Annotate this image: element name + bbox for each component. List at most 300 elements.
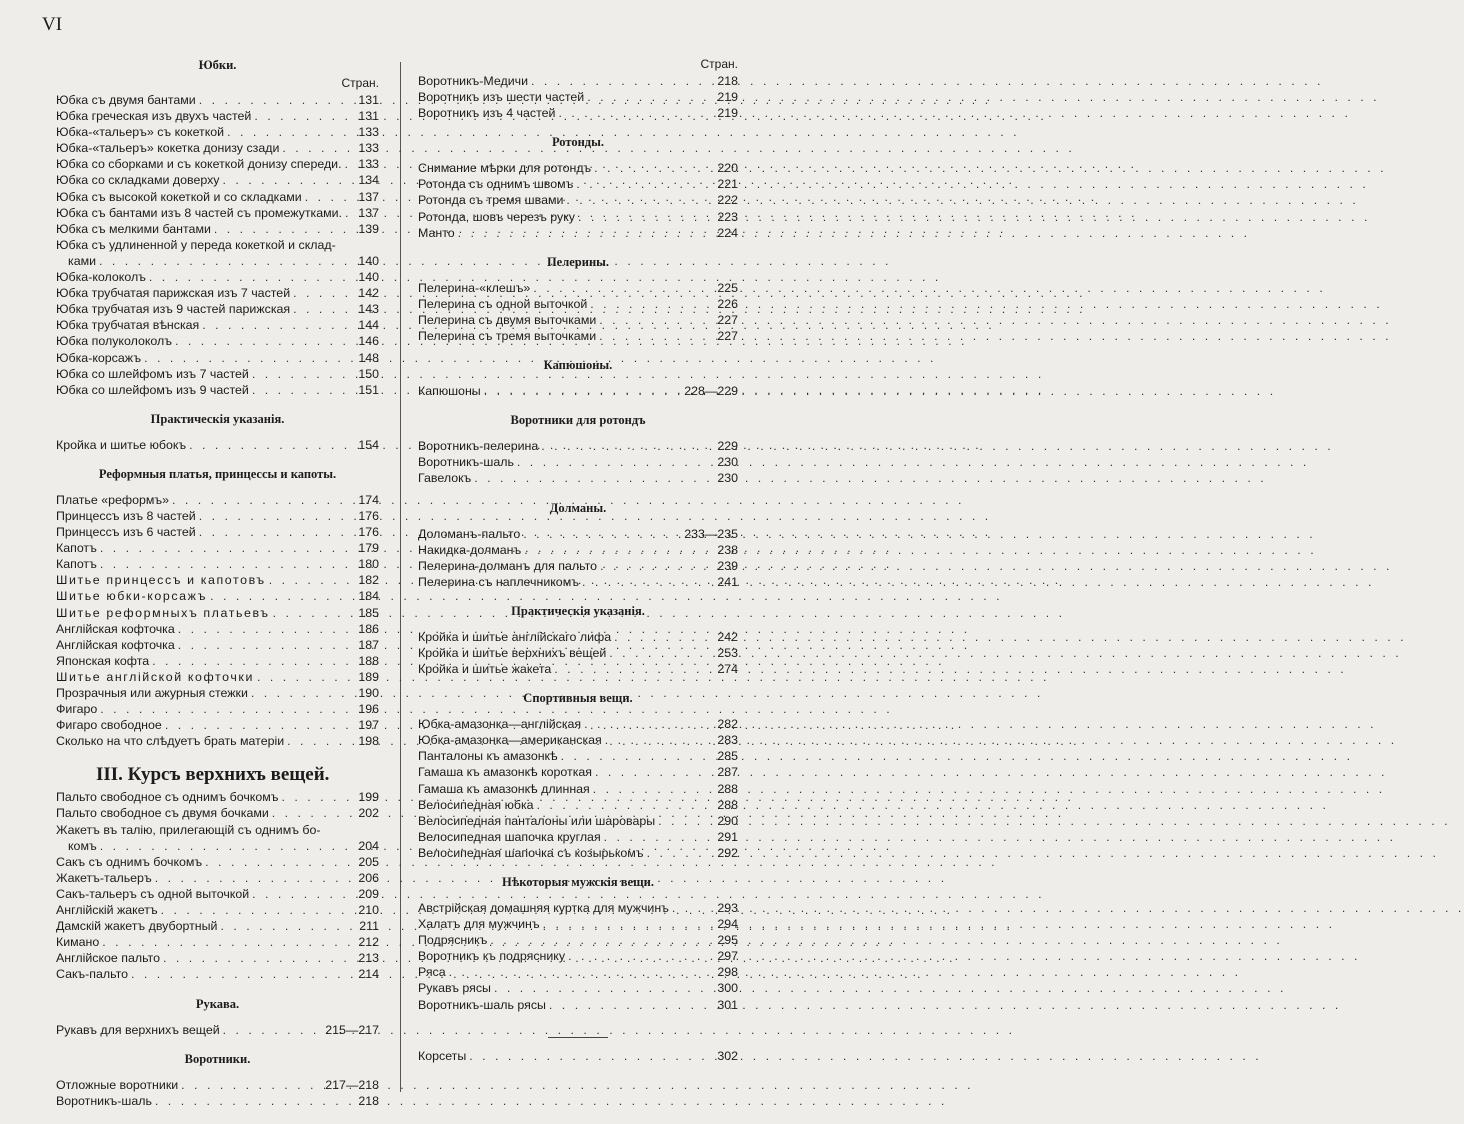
dot-leader (595, 764, 714, 780)
dot-leader (102, 934, 355, 950)
dot-leader (272, 805, 356, 821)
toc-entry (56, 588, 379, 604)
entry-title: Юбка со шлейфомъ изъ 7 частей (56, 366, 249, 381)
entry-page: 131 (358, 109, 379, 124)
entry-page: 204 (358, 838, 379, 853)
heading-gap (56, 484, 379, 492)
toc-entry (418, 932, 738, 948)
toc-entry (418, 558, 738, 574)
entry-page: 134 (358, 173, 379, 188)
dot-leader (165, 717, 356, 733)
entry-title: Кройка и шитье жакета (418, 662, 552, 677)
entry-title: Юбка съ бантами изъ 8 частей съ промежутками. (56, 205, 342, 220)
entry-page: 212 (358, 935, 379, 950)
dot-leader (175, 333, 355, 349)
entry-page: 290 (717, 813, 738, 828)
toc-entry (418, 829, 738, 845)
heading-gap (56, 1069, 379, 1077)
entry-page: 143 (358, 302, 379, 317)
toc-entry (418, 645, 738, 661)
entry-title: Англійскій жакетъ (56, 903, 158, 918)
entry-title: Юбка-корсажъ (56, 350, 142, 365)
entry-title: Прозрачныя или ажурныя стежки (56, 686, 248, 700)
toc-entry (418, 997, 738, 1013)
entry-page: 206 (358, 870, 379, 885)
toc-entry (56, 221, 379, 237)
entry-page: 133 (358, 157, 379, 172)
entry-title: Шитье юбки-корсажъ (56, 589, 208, 604)
toc-entry (56, 301, 379, 317)
toc-entry (56, 950, 379, 966)
entry-title: Юбка съ удлиненной у переда кокеткой и склад- (56, 237, 336, 252)
entry-title: Англійское пальто (56, 951, 160, 966)
heading-gap (418, 621, 738, 629)
entry-page: 288 (717, 797, 738, 812)
toc-entry (418, 526, 738, 542)
dot-leader (287, 733, 355, 749)
entry-page: 230 (717, 455, 738, 470)
dot-leader (590, 296, 714, 312)
dot-leader (672, 900, 714, 916)
dot-leader (252, 382, 355, 398)
toc-entry (418, 89, 738, 105)
toc-entry (56, 1022, 379, 1038)
dot-leader (614, 629, 714, 645)
entry-page: 150 (358, 366, 379, 381)
dot-leader (189, 437, 355, 453)
entry-title: Юбка трубчатая вѣнская (56, 318, 200, 333)
entry-title: Доломанъ-пальто (418, 526, 521, 541)
toc-entry (418, 716, 738, 732)
entry-page: 211 (359, 919, 379, 934)
toc-entry (418, 1048, 738, 1064)
toc-entry (418, 797, 738, 813)
entry-page: 227 (717, 329, 738, 344)
entry-title: Шитье принцессъ и капотовъ (56, 573, 266, 588)
toc-entry (56, 934, 379, 950)
dot-leader (100, 556, 355, 572)
entry-title: Юбка со шлейфомъ изъ 9 частей (56, 382, 249, 397)
dot-leader (269, 572, 356, 588)
entry-title: Принцессъ изъ 6 частей (56, 525, 196, 540)
section-gap (418, 590, 738, 602)
entry-title: Фигаро свободное (56, 718, 162, 733)
section-gap (56, 1038, 379, 1050)
entry-title: Юбка-«тальеръ» съ кокеткой (56, 125, 225, 140)
toc-entry (418, 454, 738, 470)
toc-entry (56, 918, 379, 934)
entry-title: Ряса (418, 965, 446, 980)
dot-leader (458, 225, 715, 241)
toc-entry (56, 822, 379, 838)
dot-leader (149, 269, 355, 285)
entry-page: 302 (717, 1048, 738, 1063)
toc-entry (418, 176, 738, 192)
toc-entry (56, 886, 379, 902)
section-gap (56, 749, 379, 761)
entry-page: 186 (358, 621, 379, 636)
entry-title: Пелерина съ двумя выточками (418, 312, 597, 327)
toc-entry (418, 225, 738, 241)
entry-title: Велосипедная шапочка съ козырькомъ (418, 845, 644, 860)
entry-title: Капюшоны (418, 384, 481, 399)
heading-gap (418, 272, 738, 280)
toc-entry (56, 701, 379, 717)
toc-entry (56, 189, 379, 205)
dot-leader (593, 781, 715, 797)
dot-leader (223, 1022, 323, 1038)
entry-page: 179 (358, 541, 379, 556)
toc-entry (56, 540, 379, 556)
toc-entry (418, 781, 738, 797)
toc-entry (418, 470, 738, 486)
dot-leader (163, 950, 355, 966)
entry-page: 228—229 (684, 384, 738, 399)
entry-title: Капотъ (56, 557, 97, 572)
toc-entry (56, 285, 379, 301)
entry-title: Кимано (56, 935, 100, 950)
entry-title: Юбка трубчатая парижская изъ 7 частей (56, 286, 291, 301)
toc-entry (418, 845, 738, 861)
entry-title: Юбка съ высокой кокеткой и со складками (56, 189, 302, 204)
entry-page: 253 (717, 645, 738, 660)
toc-entry (56, 108, 379, 124)
dot-leader (599, 328, 714, 344)
entry-title: Юбка полуколоколъ (56, 334, 172, 349)
dot-leader (494, 980, 714, 996)
entry-page: 187 (358, 637, 379, 652)
entry-page: 205 (358, 854, 379, 869)
dot-leader (293, 301, 355, 317)
dot-leader (345, 205, 355, 221)
dot-leader (178, 621, 356, 637)
entry-title: Пелерина-долманъ для пальто (418, 558, 598, 573)
entry-title: Австрійская домашняя куртка для мужчинъ (418, 901, 669, 915)
entry-title: Шитье англійской кофточки (56, 669, 254, 684)
toc-entry (56, 789, 379, 805)
dot-leader (227, 124, 355, 140)
entry-title: Велосипедная шапочка круглая (418, 829, 601, 844)
entry-title: Гавелокъ (418, 471, 472, 486)
entry-title: Жакетъ-тальеръ (56, 870, 152, 885)
dot-leader (199, 92, 356, 108)
dot-leader (469, 1048, 714, 1064)
entry-page: 239 (717, 558, 738, 573)
heading-gap (418, 892, 738, 900)
entry-page: 241 (717, 574, 738, 589)
entry-title: Кройка и шитье англійскаго лифа (418, 629, 612, 644)
toc-entry (418, 980, 738, 996)
dot-leader (599, 312, 714, 328)
entry-page: 133 (358, 141, 379, 156)
entry-page: 225 (717, 280, 738, 295)
entry-page: 229 (717, 439, 738, 454)
section-heading: Капюшоны. (543, 358, 613, 373)
entry-title: Панталоны къ амазонкѣ (418, 749, 558, 764)
toc-entry (418, 964, 738, 980)
dot-leader (449, 964, 715, 980)
dot-leader (251, 685, 355, 701)
toc-entry (56, 1077, 379, 1093)
entry-title: ками (68, 253, 97, 268)
heading-gap (418, 430, 738, 438)
toc-entry (56, 317, 379, 333)
entry-title: Сакъ съ однимъ бочкомъ (56, 854, 203, 869)
dot-leader (161, 902, 356, 918)
entry-title: Ротонда съ однимъ швомъ (418, 177, 574, 192)
entry-page: 287 (717, 765, 738, 780)
entry-title: Юбка трубчатая изъ 9 частей парижская (56, 302, 291, 317)
dot-leader (566, 192, 714, 208)
entry-page: 213 (358, 951, 379, 966)
section-gap (56, 453, 379, 465)
toc-entry (418, 280, 738, 296)
entry-title: Юбка со сборками и съ кокеткой донизу спереди. (56, 157, 342, 172)
toc-entry (56, 805, 379, 821)
entry-page: 282 (717, 717, 738, 732)
entry-page: 218 (358, 1093, 379, 1108)
section-heading: Рукава. (195, 996, 240, 1011)
entry-title: Ротонда съ тремя швами (418, 193, 564, 208)
toc-entry (418, 73, 738, 89)
entry-page: 154 (358, 437, 379, 452)
section-heading: Нѣкоторыя мужскія вещи. (502, 875, 654, 889)
toc-entry (56, 156, 379, 172)
toc-entry (56, 637, 379, 653)
dot-leader (254, 108, 355, 124)
heading-gap (56, 1014, 379, 1022)
entry-title: Пелерина съ тремя выточками (418, 329, 597, 344)
toc-entry (418, 296, 738, 312)
entry-title: Капотъ (56, 541, 97, 556)
heading-gap (418, 375, 738, 383)
toc-entry (56, 870, 379, 886)
section-gap (56, 983, 379, 995)
dot-leader (576, 176, 714, 192)
toc-entry (56, 333, 379, 349)
entry-page: 146 (358, 334, 379, 349)
dot-leader (293, 285, 355, 301)
page-column-label: Стран. (341, 76, 379, 90)
toc-entry (56, 524, 379, 540)
toc-entry (56, 140, 379, 156)
entry-title: Юбка съ двумя бантами (56, 93, 196, 107)
entry-title: Юбка-«тальеръ» кокетка донизу сзади (56, 141, 280, 156)
section-heading: Воротники. (184, 1051, 251, 1066)
entry-title: Дамскій жакетъ двубортный (56, 919, 218, 934)
entry-page: 188 (358, 653, 379, 668)
dot-leader (144, 350, 355, 366)
entry-title: Жакетъ въ талію, прилегающій съ однимъ бо- (56, 822, 321, 837)
dot-leader (605, 732, 715, 748)
dot-leader (131, 966, 355, 982)
section-gap (418, 1013, 738, 1025)
toc-entry (418, 383, 738, 399)
entry-title: Юбка греческая изъ двухъ частей (56, 109, 252, 124)
dot-leader (155, 1093, 355, 1109)
toc-entry (418, 813, 738, 829)
section-gap (418, 241, 738, 253)
entry-page: 224 (717, 225, 738, 240)
section-gap (418, 344, 738, 356)
toc-entry (56, 556, 379, 572)
dot-leader (305, 189, 356, 205)
entry-page: 301 (717, 997, 738, 1012)
entry-title: Сакъ-пальто (56, 967, 129, 982)
dot-leader (594, 160, 714, 176)
entry-page: 218 (717, 74, 738, 88)
entry-page: 274 (717, 662, 738, 677)
entry-page: 219 (717, 106, 738, 121)
entry-page: 230 (717, 471, 738, 486)
entry-page: 242 (717, 629, 738, 644)
left-column (56, 56, 379, 1109)
toc-entry (56, 966, 379, 982)
toc-entry (418, 192, 738, 208)
dot-leader (543, 916, 715, 932)
dot-leader (222, 172, 355, 188)
entry-title: Гамаша къ амазонкѣ короткая (418, 765, 593, 780)
dot-leader (210, 588, 355, 604)
entry-page: 227 (717, 312, 738, 327)
toc-entry (56, 653, 379, 669)
entry-page: 139 (358, 221, 379, 236)
toc-entry (418, 438, 738, 454)
dot-leader (252, 366, 355, 382)
dot-leader (600, 558, 714, 574)
entry-title: Снимание мѣрки для ротондъ (418, 161, 592, 176)
dot-leader (568, 948, 714, 964)
entry-page: 151 (358, 382, 379, 397)
dot-leader (199, 508, 356, 524)
entry-page: 142 (358, 286, 379, 301)
toc-entry (56, 382, 379, 398)
entry-title: Воротникъ-шаль рясы (418, 997, 546, 1012)
entry-page: 209 (358, 886, 379, 901)
entry-title: Манто (418, 225, 455, 240)
toc-entry (418, 900, 738, 916)
section-gap (418, 677, 738, 689)
toc-entry (56, 854, 379, 870)
entry-page: 137 (358, 205, 379, 220)
entry-title: Сакъ-тальеръ съ одной выточкой (56, 886, 250, 901)
entry-page: 220 (717, 161, 738, 176)
toc-entry (56, 1093, 379, 1109)
entry-page: 219 (717, 90, 738, 105)
dot-leader (220, 918, 356, 934)
entry-page: 190 (358, 686, 379, 700)
toc-entry (56, 685, 379, 701)
entry-page: 295 (717, 933, 738, 948)
heading-gap (418, 708, 738, 716)
dot-leader (99, 253, 355, 269)
page-number: VI (42, 14, 63, 35)
entry-title: Юбка-амазонка—англійская (418, 717, 582, 732)
dot-leader (282, 140, 355, 156)
entry-page: 215—217 (325, 1022, 379, 1037)
entry-title: Рукавъ для верхнихъ вещей (56, 1022, 220, 1037)
dot-leader (541, 438, 714, 454)
entry-title: Воротникъ-шаль (56, 1093, 152, 1108)
toc-entry (418, 661, 738, 677)
entry-title: Воротникъ къ подряснику (418, 949, 566, 964)
entry-page: 221 (717, 177, 738, 192)
toc-entry (418, 948, 738, 964)
dot-leader (282, 789, 356, 805)
entry-title: Ротонда, шовъ черезъ руку (418, 209, 575, 224)
entry-title: Юбка-амазонка—американская (418, 733, 602, 748)
dot-leader (199, 524, 356, 540)
toc-entry (56, 253, 379, 269)
entry-title: Воротникъ-шаль (418, 455, 514, 470)
dot-leader (273, 605, 356, 621)
dot-leader (578, 209, 714, 225)
entry-page: 140 (358, 253, 379, 268)
entry-title: Халатъ для мужчинъ (418, 917, 540, 932)
toc-entry (418, 916, 738, 932)
entry-title: Шитье реформныхъ платьевъ (56, 605, 270, 620)
section-heading: Воротники для ротондъ (510, 413, 646, 428)
dot-leader (549, 997, 714, 1013)
entry-page: 176 (358, 525, 379, 540)
entry-title: Воротникъ изъ 4 частей (418, 106, 556, 121)
section-gap (418, 399, 738, 411)
dot-leader (205, 854, 355, 870)
entry-title: комъ (68, 838, 97, 853)
toc-entry (418, 629, 738, 645)
toc-entry (418, 312, 738, 328)
entry-page: 223 (717, 209, 738, 224)
entry-title: Японская кофта (56, 653, 150, 668)
toc-entry (56, 205, 379, 221)
entry-title: Гамаша къ амазонкѣ длинная (418, 781, 590, 796)
entry-page: 196 (358, 702, 379, 717)
entry-title: Юбка съ мелкими бантами (56, 221, 211, 236)
toc-entry (418, 105, 738, 121)
section-heading: Пелерины. (546, 254, 610, 269)
entry-title: Пелерина съ одной выточкой (418, 296, 588, 311)
dot-leader (531, 73, 714, 89)
section-heading: Спортивныя вещи. (523, 691, 633, 706)
dot-leader (345, 156, 356, 172)
dot-leader (524, 542, 714, 558)
heading-gap (418, 152, 738, 160)
dot-leader (523, 526, 681, 542)
entry-page: 298 (717, 965, 738, 980)
entry-page: 288 (717, 781, 738, 796)
dot-leader (202, 317, 355, 333)
entry-page: 293 (717, 901, 738, 915)
entry-page: 133 (358, 125, 379, 140)
entry-page: 174 (358, 492, 379, 507)
entry-page: 137 (358, 189, 379, 204)
entry-title: Велосипедная юбка (418, 797, 534, 812)
dot-leader (100, 701, 355, 717)
dot-leader (252, 886, 355, 902)
entry-title: Пелерина-«клешъ» (418, 280, 531, 295)
entry-title: Юбка со складками доверху (56, 173, 220, 188)
entry-page: 202 (358, 806, 379, 821)
toc-entry (56, 124, 379, 140)
entry-title: Принцессъ изъ 8 частей (56, 508, 196, 523)
dot-leader (587, 89, 714, 105)
toc-entry (56, 437, 379, 453)
toc-entry (418, 574, 738, 590)
dot-leader (214, 221, 355, 237)
section-heading: Практическія указанія. (150, 411, 285, 426)
entry-page: 185 (358, 605, 379, 620)
entry-page: 292 (717, 845, 738, 860)
